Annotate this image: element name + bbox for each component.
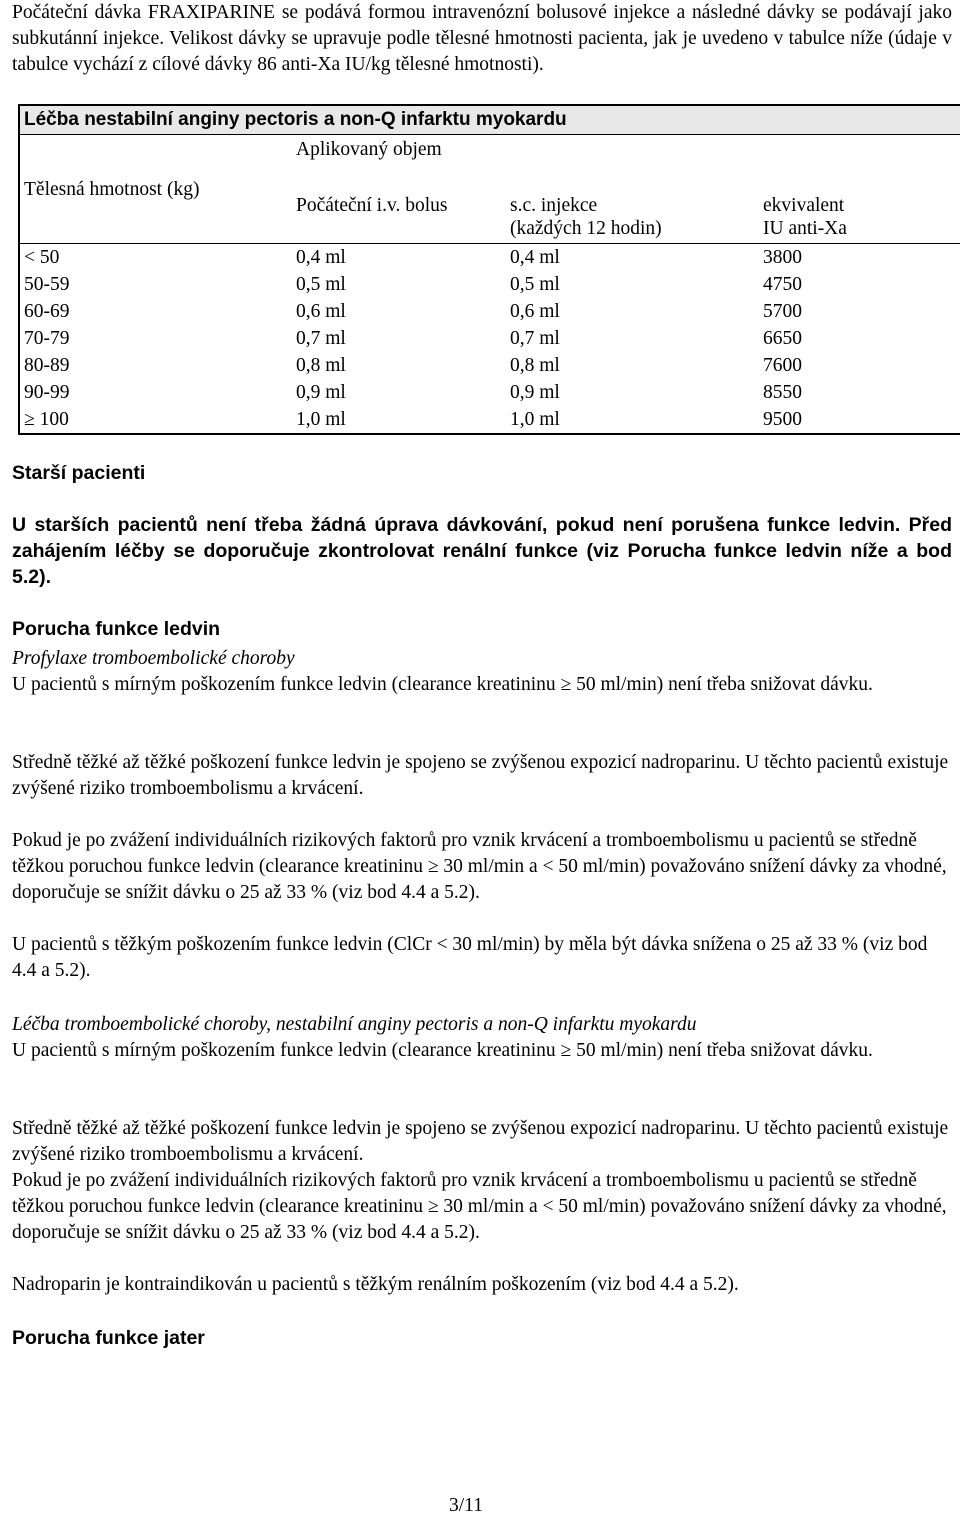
renal-paragraph-4: U pacientů s těžkým poškozením funkce ledvin (ClCr < 30 ml/min) by měla být dávka snížena o 25 až 33 % (viz bod 4.4 a 5.2). xyxy=(12,934,928,981)
renal-paragraph-8: Nadroparin je kontraindikován u pacientů s těžkým renálním poškozením (viz bod 4.4 a 5.2). xyxy=(12,1274,739,1295)
renal-paragraph-7: Pokud je po zvážení individuálních rizikových faktorů pro vznik krvácení a tromboembolismu u pacientů se středně těžkou poruchou funkce ledvin (clearance kreatininu ≥ 30 ml/min a < 50 ml/min) považováno snížení dávky za vhodné, doporučuje se snížit dávku o 25 až 33 % (viz bod 4.4 a 5.2). xyxy=(12,1170,947,1243)
sc-cell: 0,5 ml xyxy=(510,274,560,295)
table-row xyxy=(20,352,960,379)
table-header xyxy=(20,135,960,244)
elderly-heading: Starší pacienti xyxy=(12,462,146,484)
hepatic-heading: Porucha funkce jater xyxy=(12,1327,205,1349)
intro-paragraph: Počáteční dávka FRAXIPARINE se podává formou intravenózní bolusové injekce a následné dávky se podávají jako subkutánní injekce. Velikost dávky se upravuje podle tělesné hmotnosti pacienta, jak je uvedeno v tabulce níže (údaje v tabulce vychází z cílové dávky 86 anti-Xa IU/kg tělesné hmotnosti). xyxy=(12,2,952,75)
page-number: 3/11 xyxy=(449,1495,483,1516)
bolus-cell: 0,7 ml xyxy=(296,328,346,349)
iu-cell: 5700 xyxy=(763,301,802,322)
table-row xyxy=(20,379,960,406)
renal-paragraph-1: U pacientů s mírným poškozením funkce ledvin (clearance kreatininu ≥ 50 ml/min) není třeba snižovat dávku. xyxy=(12,674,873,695)
dosage-table xyxy=(18,104,960,435)
bolus-cell: 0,4 ml xyxy=(296,247,346,268)
bolus-column-header: Počáteční i.v. bolus xyxy=(296,195,448,216)
iu-cell: 9500 xyxy=(763,409,802,430)
table-row xyxy=(20,406,960,433)
sc-cell: 0,6 ml xyxy=(510,301,560,322)
weight-cell: 70-79 xyxy=(24,328,70,349)
weight-cell: 60-69 xyxy=(24,301,70,322)
renal-paragraph-2: Středně těžké až těžké poškození funkce ledvin je spojeno se zvýšenou expozicí nadroparinu. U těchto pacientů existuje zvýšené riziko tromboembolismu a krvácení. xyxy=(12,752,949,799)
weight-cell: < 50 xyxy=(24,247,60,268)
table-title: Léčba nestabilní anginy pectoris a non-Q infarktu myokardu xyxy=(20,106,960,135)
renal-paragraph-5: U pacientů s mírným poškozením funkce ledvin (clearance kreatininu ≥ 50 ml/min) není třeba snižovat dávku. xyxy=(12,1040,873,1061)
renal-heading: Porucha funkce ledvin xyxy=(12,618,221,640)
sc-cell: 1,0 ml xyxy=(510,409,560,430)
sc-cell: 0,9 ml xyxy=(510,382,560,403)
iu-cell: 7600 xyxy=(763,355,802,376)
bolus-cell: 0,8 ml xyxy=(296,355,346,376)
table-body xyxy=(20,244,960,433)
iu-cell: 4750 xyxy=(763,274,802,295)
iu-column-header-line1: ekvivalent xyxy=(763,195,845,216)
renal-paragraph-3: Pokud je po zvážení individuálních rizikových faktorů pro vznik krvácení a tromboembolismu u pacientů se středně těžkou poruchou funkce ledvin (clearance kreatininu ≥ 30 ml/min a < 50 ml/min) považováno snížení dávky za vhodné, doporučuje se snížit dávku o 25 až 33 % (viz bod 4.4 a 5.2). xyxy=(12,830,947,903)
renal-subheading-treatment: Léčba tromboembolické choroby, nestabilní anginy pectoris a non-Q infarktu myokardu xyxy=(12,1014,697,1035)
bolus-cell: 0,6 ml xyxy=(296,301,346,322)
renal-paragraph-6: Středně těžké až těžké poškození funkce ledvin je spojeno se zvýšenou expozicí nadroparinu. U těchto pacientů existuje zvýšené riziko tromboembolismu a krvácení. xyxy=(12,1118,949,1165)
weight-cell: 50-59 xyxy=(24,274,70,295)
sc-cell: 0,8 ml xyxy=(510,355,560,376)
table-row xyxy=(20,244,960,271)
weight-cell: ≥ 100 xyxy=(24,409,69,430)
table-row xyxy=(20,271,960,298)
table-row xyxy=(20,325,960,352)
iu-cell: 8550 xyxy=(763,382,802,403)
iu-cell: 3800 xyxy=(763,247,802,268)
applied-volume-header: Aplikovaný objem xyxy=(296,139,442,160)
bolus-cell: 0,5 ml xyxy=(296,274,346,295)
sc-cell: 0,7 ml xyxy=(510,328,560,349)
sc-column-header-line1: s.c. injekce xyxy=(510,195,598,216)
weight-cell: 80-89 xyxy=(24,355,70,376)
renal-subheading-prophylaxis: Profylaxe tromboembolické choroby xyxy=(12,648,295,669)
bolus-cell: 1,0 ml xyxy=(296,409,346,430)
sc-cell: 0,4 ml xyxy=(510,247,560,268)
bolus-cell: 0,9 ml xyxy=(296,382,346,403)
table-row xyxy=(20,298,960,325)
weight-column-header: Tělesná hmotnost (kg) xyxy=(24,179,200,200)
sc-column-header-line2: (každých 12 hodin) xyxy=(510,218,662,239)
iu-cell: 6650 xyxy=(763,328,802,349)
weight-cell: 90-99 xyxy=(24,382,70,403)
iu-column-header-line2: IU anti-Xa xyxy=(763,218,847,239)
elderly-paragraph: U starších pacientů není třeba žádná úprava dávkování, pokud není porušena funkce ledvin. Před zahájením léčby se doporučuje zkontrolovat renální funkce (viz Porucha funkce ledvin níže a bod 5.2). xyxy=(12,514,952,588)
